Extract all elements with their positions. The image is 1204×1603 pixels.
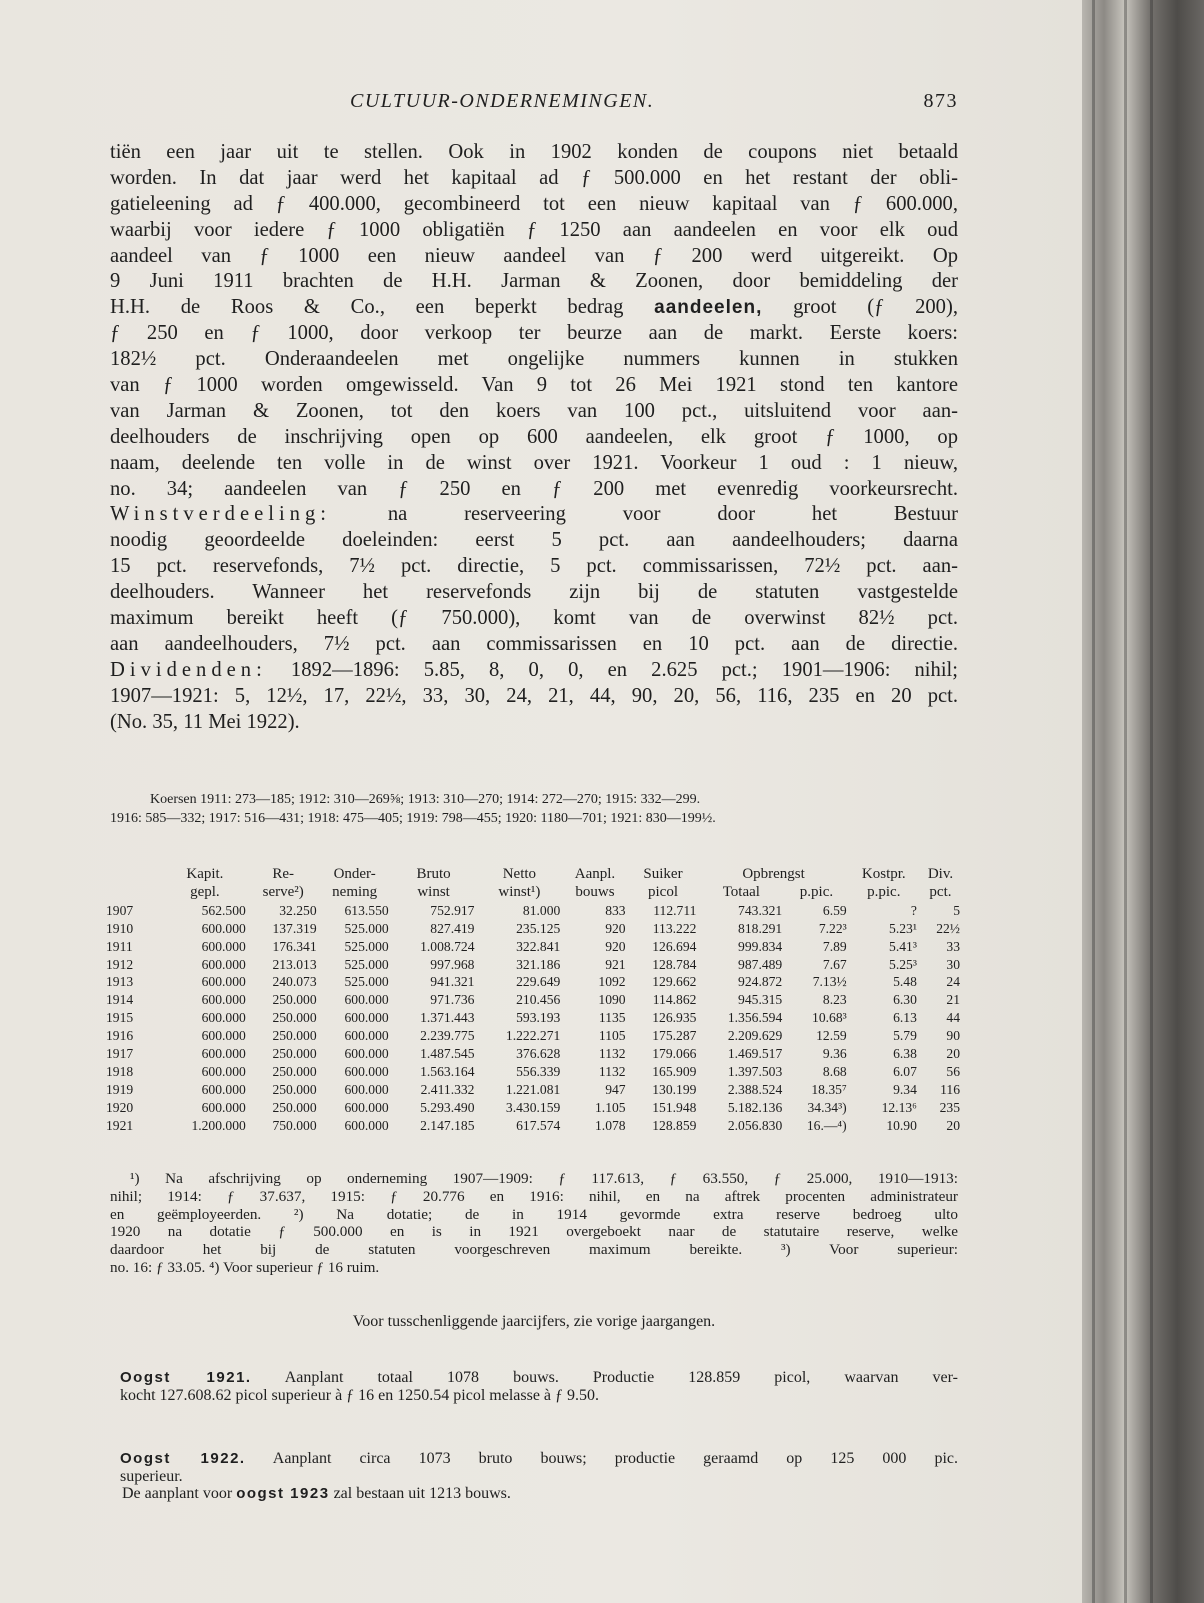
table-cell: 1135: [598, 1010, 626, 1026]
text-line: aandeel van ƒ 1000 een nieuw aandeel van ƒ 200 werd uitgereikt. Op: [110, 244, 958, 267]
text-line: deelhouders. Wanneer het reservefonds zijn bij de statuten vastgestelde: [110, 581, 958, 604]
year-cell: 1912: [106, 956, 134, 972]
page-edge-line: [1150, 0, 1153, 1603]
column-header: neming: [332, 883, 378, 900]
table-cell: 321.186: [516, 956, 561, 972]
table-cell: 1.222.271: [505, 1028, 561, 1044]
table-row: [104, 1117, 962, 1135]
table-cell: 376.628: [516, 1046, 561, 1062]
year-cell: 1913: [106, 974, 134, 990]
table-row: [104, 973, 962, 991]
table-cell: 600.000: [344, 1081, 389, 1097]
table-cell: 617.574: [516, 1117, 561, 1133]
table-cell: 235.125: [516, 920, 561, 936]
page-number: 873: [923, 90, 958, 112]
column-header: Totaal: [722, 883, 760, 900]
table-cell: 30: [946, 956, 960, 972]
table-cell: 112.711: [653, 902, 697, 918]
table-cell: 833: [605, 902, 626, 918]
table-cell: 600.000: [201, 992, 246, 1008]
table-cell: 1.397.503: [727, 1063, 783, 1079]
table-cell: 600.000: [201, 974, 246, 990]
year-cell: 1910: [106, 920, 134, 936]
table-cell: 229.649: [516, 974, 561, 990]
table-cell: 3.430.159: [505, 1099, 561, 1115]
page-header: [110, 90, 958, 114]
column-header: gepl.: [190, 883, 220, 900]
table-cell: 2.388.524: [727, 1081, 783, 1097]
table-cell: 137.319: [272, 920, 317, 936]
column-header: p.pic.: [799, 883, 834, 900]
table-cell: 6.13: [893, 1010, 917, 1026]
text-line: gatieleening ad ƒ 400.000, gecombineerd tot een nieuw kapitaal van ƒ 600.000,: [110, 192, 958, 215]
table-cell: 126.935: [652, 1010, 697, 1026]
text-line: maximum bereikt heeft (ƒ 750.000), komt van de overwinst 82½ pct.: [110, 607, 958, 630]
table-cell: 7.67: [822, 956, 847, 972]
table-row: [104, 920, 962, 938]
column-header: Kostpr.: [861, 866, 906, 882]
harvest-1922: [120, 1450, 958, 1503]
column-header: Netto: [502, 866, 537, 882]
table-cell: 7.89: [822, 938, 847, 954]
table-cell: 250.000: [272, 1063, 317, 1079]
bold-term-aandeelen: aandeelen,: [654, 297, 763, 319]
year-cell: 1919: [106, 1081, 134, 1097]
column-header: p.pic.: [867, 883, 901, 900]
table-cell: 924.872: [738, 974, 783, 990]
text-segment: zal bestaan uit 1213 bouws.: [333, 1485, 511, 1502]
text-line: van Jarman & Zoonen, tot den koers van 100 pct., uitsluitend voor aan-: [110, 399, 958, 422]
table-cell: 920: [605, 938, 626, 954]
text-line: tiën een jaar uit te stellen. Ook in 1902 konden de coupons niet betaald: [110, 141, 958, 163]
table-cell: 947: [605, 1081, 626, 1097]
table-cell: 1.371.443: [420, 1010, 475, 1026]
table-cell: 8.68: [822, 1063, 847, 1079]
table-cell: 210.456: [516, 992, 561, 1008]
table-cell: 2.209.629: [727, 1028, 783, 1044]
text-line: [120, 1450, 958, 1468]
table-cell: 562.500: [201, 902, 246, 918]
table-cell: 114.862: [652, 992, 697, 1008]
table-cell: 128.784: [652, 956, 697, 972]
table-cell: 1.078: [595, 1117, 626, 1133]
year-cell: 1917: [106, 1046, 134, 1062]
table-row: [104, 938, 962, 956]
footnote-line: no. 16: ƒ 33.05. ⁴) Voor superieur ƒ 16 ruim.: [110, 1258, 380, 1276]
table-cell: 10.90: [886, 1117, 917, 1133]
year-cell: 1916: [106, 1028, 134, 1044]
harvest-label: Oogst 1921.: [120, 1369, 252, 1386]
share-prices: [110, 790, 958, 828]
table-cell: 5.182.136: [727, 1099, 783, 1115]
table-cell: 7.13½: [812, 974, 847, 990]
table-cell: 600.000: [201, 956, 246, 972]
text-line: worden. In dat jaar werd het kapitaal ad ƒ 500.000 en het restant der obli-: [110, 166, 958, 189]
table-cell: 24: [946, 974, 960, 990]
table-cell: 12.13⁶: [881, 1099, 917, 1115]
table-row: [104, 1009, 962, 1027]
table-cell: 250.000: [272, 1010, 317, 1026]
table-cell: 213.013: [272, 956, 317, 972]
table-cell: 1.221.081: [505, 1081, 561, 1097]
table-cell: 600.000: [201, 1028, 246, 1044]
text-line: [120, 1485, 958, 1503]
table-cell: 90: [946, 1028, 960, 1044]
harvest-label: Oogst 1922.: [120, 1450, 246, 1467]
footnote-line: nihil; 1914: ƒ 37.637, 1915: ƒ 20.776 en 1916: nihil, en na aftrek procenten administrateur: [110, 1187, 958, 1205]
text-line: naam, deelende ten volle in de winst over 1921. Voorkeur 1 oud : 1 nieuw,: [110, 451, 958, 474]
text-line: ƒ 250 en ƒ 1000, door verkoop ter beurze aan de markt. Eerste koers:: [110, 322, 958, 345]
table-row: [104, 902, 962, 920]
table-cell: 525.000: [344, 938, 389, 954]
table-cell: 22½: [936, 920, 960, 936]
table-cell: 600.000: [344, 1063, 389, 1079]
column-header: Kapit.: [186, 866, 224, 882]
text-line: (No. 35, 11 Mei 1922).: [110, 710, 300, 733]
column-header: Onder-: [333, 866, 376, 882]
table-cell: 600.000: [344, 992, 389, 1008]
table-cell: 2.411.332: [420, 1081, 475, 1097]
column-header: [104, 866, 162, 884]
table-cell: 941.321: [430, 974, 475, 990]
text-line: kocht 127.608.62 picol superieur à ƒ 16 en 1250.54 picol melasse à ƒ 9.50.: [120, 1386, 600, 1404]
table-cell: 600.000: [201, 1081, 246, 1097]
table-cell: 1.200.000: [191, 1117, 246, 1133]
table-cell: 6.30: [893, 992, 917, 1008]
column-header: picol: [648, 883, 678, 900]
text-line: [110, 658, 958, 684]
share-prices-line: Koersen 1911: 273—185; 1912: 310—269⅝; 1913: 310—270; 1914: 272—270; 1915: 332—299.: [150, 792, 701, 807]
text-line: superieur.: [120, 1467, 183, 1485]
page-edge-line: [1092, 0, 1095, 1603]
share-prices-line: 1916: 585—332; 1917: 516—431; 1918: 475—405; 1919: 798—455; 1920: 1180—701; 1921: 830—199½.: [110, 811, 716, 826]
table-row: [104, 991, 962, 1009]
table-footnotes: [110, 1170, 958, 1277]
table-cell: 827.419: [430, 920, 475, 936]
table-cell: 18.35⁷: [811, 1081, 847, 1097]
text-line: aan aandeelhouders, 7½ pct. aan commissarissen en 10 pct. aan de directie.: [110, 632, 958, 655]
text-segment: H.H. de Roos & Co., een beperkt bedrag: [110, 296, 624, 319]
harvest-label: oogst 1923: [236, 1485, 330, 1502]
table-cell: 920: [605, 920, 626, 936]
year-cell: 1914: [106, 992, 134, 1008]
table-cell: 44: [946, 1010, 960, 1026]
table-cell: 750.000: [272, 1117, 317, 1133]
column-header: bouws: [575, 883, 615, 900]
column-header: serve²): [262, 883, 304, 900]
year-cell: 1911: [106, 938, 133, 954]
table-cell: 322.841: [516, 938, 561, 954]
text-segment: Aanplant totaal 1078 bouws. Productie 128.859 picol, waarvan ver-: [284, 1369, 958, 1386]
company-description: [110, 140, 958, 735]
footnote-line: daardoor het bij de statuten voorgeschreven maximum bereikte. ³) Voor superieur:: [110, 1241, 958, 1259]
table-cell: 945.315: [738, 992, 783, 1008]
section-label-dividenden: Dividenden:: [110, 658, 267, 681]
table-row: [104, 1063, 962, 1081]
table-cell: 126.694: [652, 938, 697, 954]
column-header: Opbrengst: [742, 866, 805, 882]
text-line: noodig geoordeelde doeleinden: eerst 5 pct. aan aandeelhouders; daarna: [110, 529, 958, 552]
table-cell: 600.000: [344, 1099, 389, 1115]
table-cell: 250.000: [272, 1046, 317, 1062]
table-cell: 593.193: [516, 1010, 561, 1026]
table-row: [104, 1045, 962, 1063]
column-header: Bruto: [416, 866, 451, 882]
table-cell: 999.834: [738, 938, 783, 954]
text-line: [110, 295, 958, 321]
table-cell: 1.469.517: [727, 1046, 783, 1062]
table-cell: 743.321: [738, 902, 783, 918]
table-cell: 21: [946, 992, 960, 1008]
table-cell: 2.056.830: [727, 1117, 783, 1133]
table-cell: ?: [910, 902, 917, 918]
table-cell: 128.859: [652, 1117, 697, 1133]
table-cell: 818.291: [738, 920, 783, 936]
text-line: deelhouders de inschrijving open op 600 aandeelen, elk groot ƒ 1000, op: [110, 425, 958, 448]
text-line: van ƒ 1000 worden omgewisseld. Van 9 tot 26 Mei 1921 stond ten kantore: [110, 374, 958, 397]
table-cell: 9.34: [893, 1081, 917, 1097]
table-cell: 250.000: [272, 1028, 317, 1044]
table-cell: 1.356.594: [727, 1010, 783, 1026]
table-cell: 81.000: [522, 902, 561, 918]
column-header: Suiker: [643, 866, 683, 882]
table-cell: 7.22³: [818, 920, 847, 936]
table-cell: 1092: [598, 974, 626, 990]
table-cell: 5.25³: [889, 956, 917, 972]
table-header-row: [104, 884, 962, 902]
table-cell: 600.000: [344, 1046, 389, 1062]
table-cell: 1090: [598, 992, 626, 1008]
table-cell: 1132: [598, 1063, 626, 1079]
financial-table: [104, 866, 962, 1135]
table-cell: 921: [605, 956, 626, 972]
table-cell: 971.736: [430, 992, 475, 1008]
text-line: waarbij voor iedere ƒ 1000 obligatiën ƒ 1250 aan aandeelen en voor elk oud: [110, 218, 958, 241]
table-cell: 525.000: [344, 956, 389, 972]
page-edge-line: [1124, 0, 1127, 1603]
section-label-winstverdeeling: Winstverdeeling:: [110, 503, 331, 526]
table-cell: 600.000: [201, 1099, 246, 1115]
table-cell: 235: [939, 1099, 960, 1115]
footnote-line: 1920 na dotatie ƒ 500.000 en is in 1921 overgeboekt naar de statutaire reserve, welke: [110, 1223, 958, 1241]
table-row: [104, 956, 962, 974]
table-cell: 12.59: [816, 1028, 847, 1044]
table-cell: 5.48: [893, 974, 917, 990]
table-cell: 1.487.545: [420, 1046, 475, 1062]
text-segment: De aanplant voor: [122, 1485, 233, 1502]
table-cell: 5.79: [893, 1028, 917, 1044]
table-cell: 2.147.185: [420, 1117, 475, 1133]
text-line: [110, 502, 958, 528]
table-row: [104, 1099, 962, 1117]
harvest-1921: [120, 1369, 958, 1404]
column-header: pct.: [929, 883, 952, 900]
table-cell: 2.239.775: [420, 1028, 475, 1044]
book-spine-edge: [1082, 0, 1204, 1603]
table-cell: 525.000: [344, 920, 389, 936]
table-cell: 5.293.490: [420, 1099, 475, 1115]
column-header: Aanpl.: [574, 866, 616, 882]
table-cell: 600.000: [344, 1028, 389, 1044]
table-cell: 600.000: [201, 1046, 246, 1062]
table-cell: 1.563.164: [420, 1063, 475, 1079]
table-cell: 600.000: [201, 920, 246, 936]
table-cell: 20: [946, 1046, 960, 1062]
table-cell: 250.000: [272, 1081, 317, 1097]
table-cell: 556.339: [516, 1063, 561, 1079]
text-segment: groot (ƒ 200),: [793, 296, 958, 319]
table-cell: 16.—⁴): [806, 1117, 847, 1133]
table-cell: 752.917: [430, 902, 475, 918]
year-cell: 1907: [106, 902, 134, 918]
table-cell: 10.68³: [812, 1010, 847, 1026]
year-cell: 1918: [106, 1063, 134, 1079]
table-cell: 6.07: [893, 1063, 917, 1079]
table-cell: 113.222: [652, 920, 697, 936]
text-line: 9 Juni 1911 brachten de H.H. Jarman & Zoonen, door bemiddeling der: [110, 270, 958, 293]
table-cell: 1.105: [595, 1099, 626, 1115]
table-row: [104, 1027, 962, 1045]
column-header: winst¹): [498, 883, 541, 900]
table-cell: 176.341: [272, 938, 317, 954]
text-line: 1907—1921: 5, 12½, 17, 22½, 33, 30, 24, 21, 44, 90, 20, 56, 116, 235 en 20 pct.: [110, 684, 958, 707]
text-segment: 1892—1896: 5.85, 8, 0, 0, en 2.625 pct.; 1901—1906: nihil;: [290, 658, 958, 681]
text-line: 15 pct. reservefonds, 7½ pct. directie, 5 pct. commissarissen, 72½ pct. aan-: [110, 555, 958, 578]
table-cell: 1132: [598, 1046, 626, 1062]
table-cell: 116: [940, 1081, 960, 1097]
text-line: [120, 1369, 958, 1387]
interim-figures-note: Voor tusschenliggende jaarcijfers, zie vorige jaargangen.: [352, 1313, 716, 1330]
table-cell: 179.066: [652, 1046, 697, 1062]
table-cell: 987.489: [738, 956, 783, 972]
table-cell: 600.000: [201, 938, 246, 954]
table-cell: 250.000: [272, 1099, 317, 1115]
table-cell: 56: [946, 1063, 960, 1079]
table-cell: 175.287: [652, 1028, 697, 1044]
table-cell: 20: [946, 1117, 960, 1133]
table-cell: 600.000: [201, 1010, 246, 1026]
table-header-row: [104, 866, 962, 884]
footnote-line: en geëmployeerden. ²) Na dotatie; de in 1914 gevormde extra reserve bedroeg ulto: [110, 1205, 958, 1223]
table-cell: 6.38: [893, 1046, 917, 1062]
table-cell: 129.662: [652, 974, 697, 990]
year-cell: 1920: [106, 1099, 134, 1115]
table-cell: 8.23: [822, 992, 847, 1008]
text-line: 182½ pct. Onderaandeelen met ongelijke nummers kunnen in stukken: [110, 348, 958, 371]
table-cell: 525.000: [344, 974, 389, 990]
table-cell: 600.000: [344, 1117, 389, 1133]
table-cell: 1.008.724: [420, 938, 475, 954]
table-row: [104, 1081, 962, 1099]
table-cell: 5: [953, 902, 960, 918]
table-cell: 5.41³: [889, 938, 917, 954]
table-cell: 613.550: [344, 902, 389, 918]
running-title: CULTUUR-ONDERNEMINGEN.: [350, 90, 655, 112]
table-cell: 130.199: [652, 1081, 697, 1097]
table-cell: 9.36: [822, 1046, 847, 1062]
table-cell: 6.59: [822, 902, 847, 918]
table-cell: 32.250: [279, 902, 317, 918]
table-cell: 600.000: [201, 1063, 246, 1079]
text-segment: Aanplant circa 1073 bruto bouws; productie geraamd op 125 000 pic.: [272, 1450, 958, 1467]
column-header: Div.: [927, 866, 954, 882]
table-cell: 33: [946, 938, 960, 954]
table-cell: 250.000: [272, 992, 317, 1008]
table-body: [104, 902, 962, 1135]
table-cell: 997.968: [430, 956, 475, 972]
year-cell: 1915: [106, 1010, 134, 1026]
column-header: winst: [417, 883, 450, 900]
column-header: [104, 884, 162, 902]
table-cell: 151.948: [652, 1099, 697, 1115]
year-cell: 1921: [106, 1117, 134, 1133]
text-segment: na reserveering voor door het Bestuur: [387, 503, 958, 526]
table-cell: 240.073: [272, 974, 317, 990]
table-cell: 165.909: [652, 1063, 697, 1079]
table-cell: 34.34³): [807, 1099, 847, 1115]
table-cell: 1105: [598, 1028, 626, 1044]
footnote-line: ¹) Na afschrijving op onderneming 1907—1909: ƒ 117.613, ƒ 63.550, ƒ 25.000, 1910—1913:: [130, 1170, 958, 1187]
text-line: no. 34; aandeelen van ƒ 250 en ƒ 200 met evenredig voorkeursrecht.: [110, 477, 958, 500]
column-header: Re-: [272, 866, 295, 882]
table-cell: 600.000: [344, 1010, 389, 1026]
table-cell: 5.23¹: [889, 920, 917, 936]
